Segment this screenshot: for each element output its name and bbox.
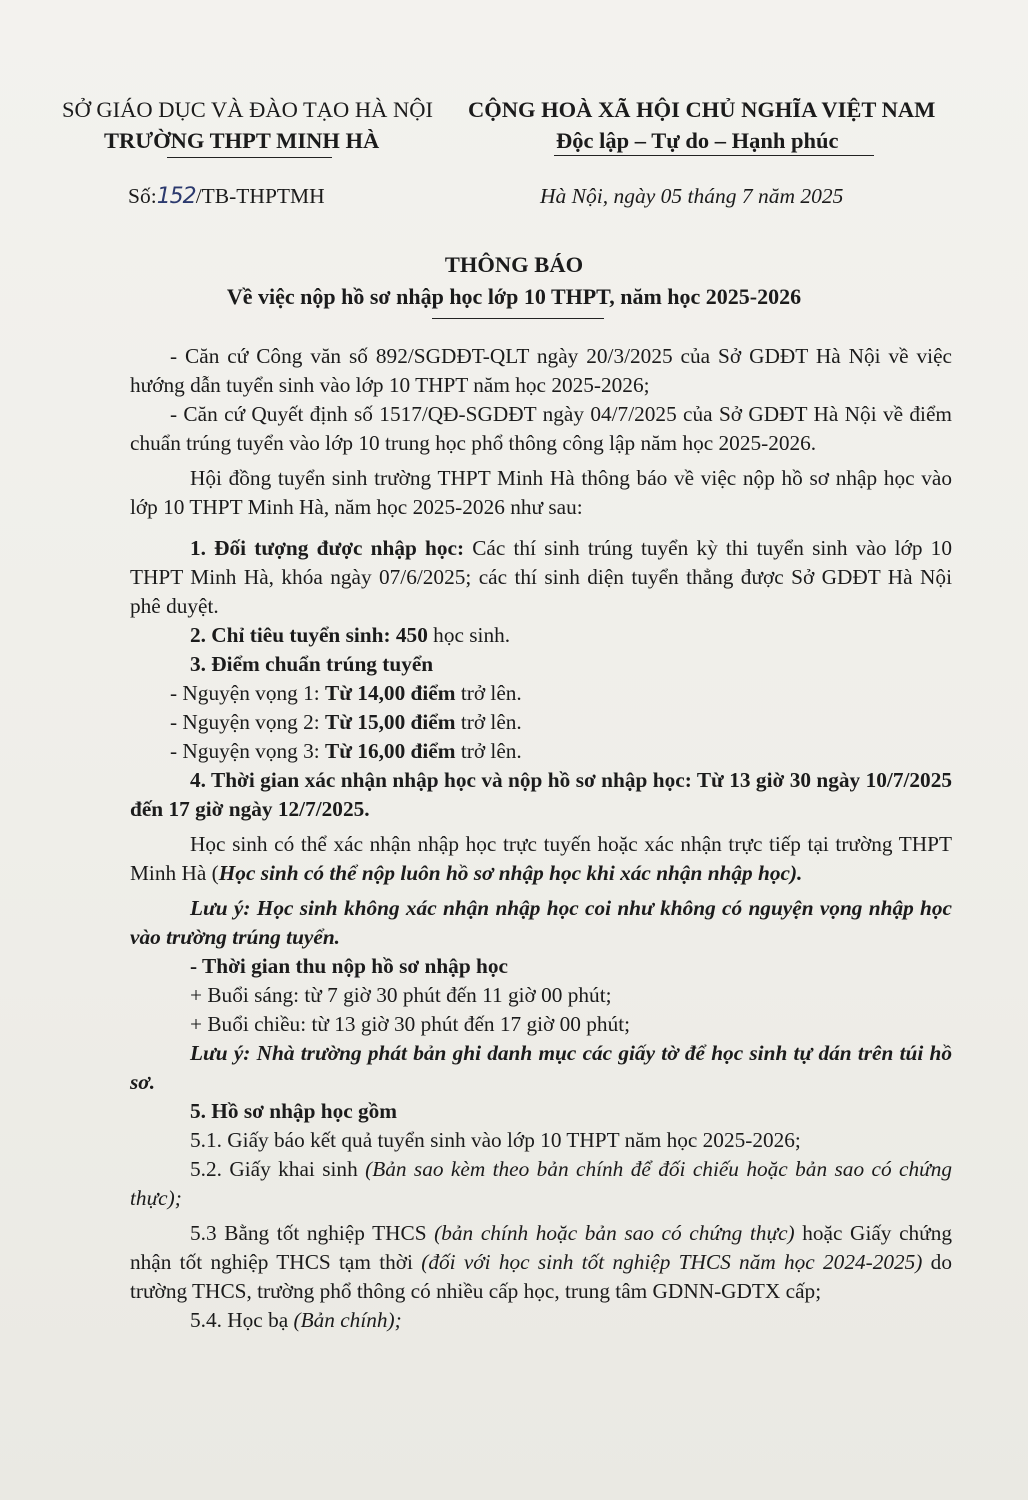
doc-item-5-4-italic: (Bản chính); bbox=[293, 1308, 402, 1332]
doc-item-5-3-d: (đối với học sinh tốt nghiệp THCS năm học 2024-2025) bbox=[421, 1250, 923, 1274]
section-2-text: học sinh. bbox=[427, 623, 511, 647]
doc-item-5-2 bbox=[130, 1155, 952, 1213]
nv-2-score: Từ 15,00 điểm bbox=[324, 710, 456, 734]
section-1-label: 1. Đối tượng được nhập học: bbox=[190, 536, 465, 560]
doc-item-5-3-a: 5.3 Bằng tốt nghiệp THCS bbox=[190, 1221, 435, 1245]
doc-item-5-3-c: hoặc Giấy chứng nhận tốt nghiệp THCS tạm thời bbox=[130, 1221, 953, 1274]
document-title: THÔNG BÁO bbox=[444, 252, 584, 277]
nv-2 bbox=[130, 708, 952, 737]
handwritten-number: 152 bbox=[156, 184, 196, 209]
doc-item-5-2-text: 5.2. Giấy khai sinh bbox=[190, 1157, 366, 1181]
section-1 bbox=[130, 534, 952, 621]
nv-1 bbox=[130, 679, 952, 708]
section-1-text: Các thí sinh trúng tuyển kỳ thi tuyển sinh vào lớp 10 THPT Minh Hà, khóa ngày 07/6/2025; các thí sinh diện tuyển thẳng được Sở GDĐT Hà Nội phê duyệt. bbox=[130, 536, 952, 618]
national-title: CỘNG HOÀ XÃ HỘI CHỦ NGHĨA VIỆT NAM bbox=[468, 97, 936, 122]
section-2-label: 2. Chỉ tiêu tuyển sinh: 450 bbox=[190, 623, 428, 647]
nv-3 bbox=[130, 737, 952, 766]
issuer-block bbox=[62, 94, 462, 156]
nv-1-score: Từ 14,00 điểm bbox=[324, 681, 456, 705]
document-date: Hà Nội, ngày 05 tháng 7 năm 2025 bbox=[540, 184, 844, 208]
doc-item-5-4-text: 5.4. Học bạ bbox=[190, 1308, 294, 1332]
nv-3-post: trở lên. bbox=[455, 739, 522, 763]
confirm-italic: Học sinh có thể nộp luôn hồ sơ nhập học khi xác nhận nhập học). bbox=[218, 861, 803, 885]
confirm-paragraph bbox=[130, 830, 952, 888]
nv-1-label: - Nguyện vọng 1: bbox=[170, 681, 325, 705]
section-4-label: 4. Thời gian xác nhận nhập học và nộp hồ sơ nhập học: Từ 13 giờ 30 ngày 10/7/2025 đến 17 giờ ngày 12/7/2025. bbox=[130, 768, 952, 821]
document-number-prefix: Số: bbox=[128, 184, 157, 208]
nv-3-score: Từ 16,00 điểm bbox=[324, 739, 456, 763]
document-number-suffix: /TB-THPTMH bbox=[195, 184, 325, 208]
doc-item-5-2-italic: (Bản sao kèm theo bản chính để đối chiếu hoặc bản sao có chứng thực); bbox=[130, 1157, 953, 1210]
motto-underline bbox=[554, 155, 874, 156]
document-body bbox=[130, 342, 952, 1335]
doc-item-5-3 bbox=[130, 1219, 952, 1306]
nv-1-post: trở lên. bbox=[455, 681, 522, 705]
doc-item-5-1: 5.1. Giấy báo kết quả tuyển sinh vào lớp 10 THPT năm học 2025-2026; bbox=[190, 1128, 801, 1152]
collect-time-title: - Thời gian thu nộp hồ sơ nhập học bbox=[190, 954, 508, 978]
confirm-text: Học sinh có thể xác nhận nhập học trực tuyến hoặc xác nhận trực tiếp tại trường THPT Minh Hà ( bbox=[130, 832, 952, 885]
note-2: Lưu ý: Nhà trường phát bản ghi danh mục các giấy tờ để học sinh tự dán trên túi hồ sơ. bbox=[130, 1041, 952, 1094]
school-name: TRƯỜNG THPT MINH HÀ bbox=[104, 128, 380, 153]
intro-paragraph: Hội đồng tuyển sinh trường THPT Minh Hà thông báo về việc nộp hồ sơ nhập học vào lớp 10 THPT Minh Hà, năm học 2025-2026 như sau: bbox=[130, 466, 952, 519]
issuing-department: SỞ GIÁO DỤC VÀ ĐÀO TẠO HÀ NỘI bbox=[62, 97, 434, 122]
issuer-underline bbox=[167, 157, 332, 158]
section-2 bbox=[130, 621, 952, 650]
document-number bbox=[128, 184, 325, 209]
nv-2-label: - Nguyện vọng 2: bbox=[170, 710, 325, 734]
national-motto: Độc lập – Tự do – Hạnh phúc bbox=[556, 128, 839, 153]
note-1: Lưu ý: Học sinh không xác nhận nhập học coi như không có nguyện vọng nhập học vào trường trúng tuyển. bbox=[130, 896, 952, 949]
doc-item-5-3-b: (bản chính hoặc bản sao có chứng thực) bbox=[434, 1221, 795, 1245]
basis-1: - Căn cứ Công văn số 892/SGDĐT-QLT ngày 20/3/2025 của Sở GDĐT Hà Nội về việc hướng dẫn tuyển sinh vào lớp 10 THPT năm học 2025-2026; bbox=[130, 344, 952, 397]
basis-2: - Căn cứ Quyết định số 1517/QĐ-SGDĐT ngày 04/7/2025 của Sở GDĐT Hà Nội về điểm chuẩn trúng tuyển vào lớp 10 trung học phổ thông công lập năm học 2025-2026. bbox=[130, 402, 952, 455]
collect-afternoon: + Buổi chiều: từ 13 giờ 30 phút đến 17 giờ 00 phút; bbox=[190, 1012, 631, 1036]
doc-item-5-4 bbox=[130, 1306, 952, 1335]
nv-3-label: - Nguyện vọng 3: bbox=[170, 739, 325, 763]
doc-item-5-3-e: do trường THCS, trường phổ thông có nhiều cấp học, trung tâm GDNN-GDTX cấp; bbox=[130, 1250, 952, 1303]
national-header bbox=[468, 94, 968, 156]
section-5-label: 5. Hồ sơ nhập học gồm bbox=[190, 1099, 398, 1123]
collect-morning: + Buổi sáng: từ 7 giờ 30 phút đến 11 giờ 00 phút; bbox=[190, 983, 612, 1007]
section-3-label: 3. Điểm chuẩn trúng tuyển bbox=[190, 652, 434, 676]
nv-2-post: trở lên. bbox=[455, 710, 522, 734]
title-underline bbox=[432, 318, 604, 319]
document-subtitle: Về việc nộp hồ sơ nhập học lớp 10 THPT, năm học 2025-2026 bbox=[226, 284, 802, 309]
